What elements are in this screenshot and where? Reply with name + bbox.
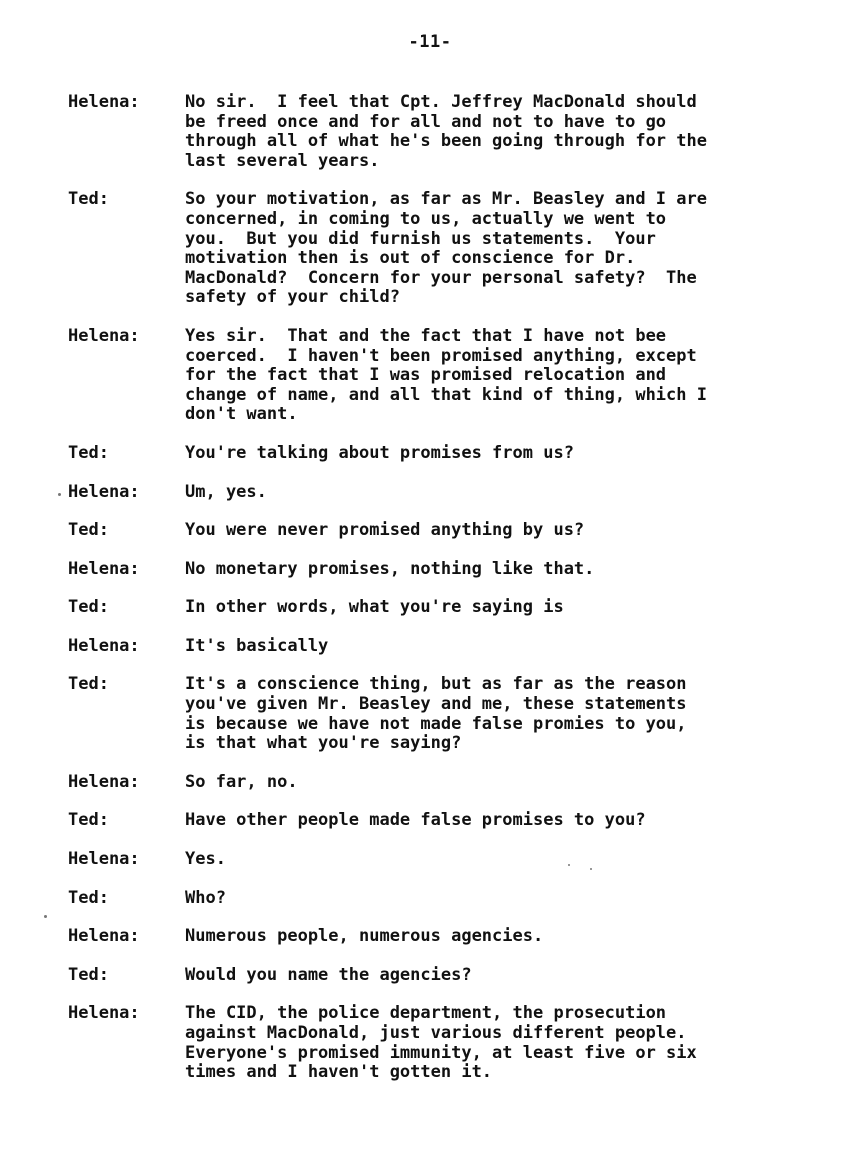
speech-text: It's basically: [185, 635, 329, 656]
scan-speck: [58, 493, 61, 496]
speaker-label: Helena:: [68, 325, 140, 346]
speaker-label: Helena:: [68, 849, 140, 870]
speech-text: No sir. I feel that Cpt. Jeffrey MacDonald should be freed once and for all and not to have to go through all of what he's been going through for the last several years.: [185, 92, 707, 171]
speaker-label: Helena:: [68, 926, 140, 947]
speaker-label: Ted:: [68, 597, 109, 618]
speech-text: The CID, the police department, the prosecution against MacDonald, just various different people. Everyone's promised immunity, at least five or six times and I haven't gotten it.: [185, 1003, 697, 1083]
transcript-entry: [68, 93, 798, 171]
speaker-label: Ted:: [68, 674, 109, 695]
speech-text: You're talking about promises from us?: [185, 442, 574, 463]
speech-text: You were never promised anything by us?: [185, 520, 585, 541]
speaker-label: Ted:: [68, 810, 109, 831]
transcript-entry: [68, 675, 798, 753]
speaker-label: Helena:: [68, 1003, 140, 1024]
transcript-entry: [68, 598, 798, 618]
transcript: [68, 93, 798, 1102]
transcript-entry: [68, 444, 798, 464]
transcript-entry: [68, 850, 798, 870]
transcript-entry: [68, 1004, 798, 1082]
transcript-entry: [68, 560, 798, 580]
speaker-label: Helena:: [68, 92, 140, 112]
speech-text: Would you name the agencies?: [185, 964, 472, 985]
transcript-entry: [68, 190, 798, 308]
transcript-entry: [68, 773, 798, 793]
speech-text: Um, yes.: [185, 481, 267, 502]
speaker-label: Helena:: [68, 771, 140, 792]
speaker-label: Ted:: [68, 520, 109, 541]
speech-text: Who?: [185, 887, 226, 908]
speaker-label: Ted:: [68, 887, 109, 908]
speech-text: In other words, what you're saying is: [185, 597, 564, 618]
speaker-label: Ted:: [68, 442, 109, 463]
scan-speck: [590, 868, 592, 870]
speech-text: Have other people made false promises to you?: [185, 810, 646, 831]
speech-text: Yes.: [185, 849, 226, 870]
transcript-entry: [68, 889, 798, 909]
transcript-entry: [68, 927, 798, 947]
speaker-label: Ted:: [68, 964, 109, 985]
speech-text: Yes sir. That and the fact that I have not bee coerced. I haven't been promised anything, except for the fact that I was promised relocation and change of name, and all that kind of thing, which I don't want.: [185, 325, 707, 425]
speech-text: Numerous people, numerous agencies.: [185, 926, 544, 947]
speech-text: It's a conscience thing, but as far as the reason you've given Mr. Beasley and me, these statements is because we have not made false promies to you, is that what you're saying?: [185, 674, 687, 754]
transcript-entry: [68, 637, 798, 657]
scan-speck: [44, 915, 47, 918]
speaker-label: Ted:: [68, 189, 109, 210]
transcript-entry: [68, 966, 798, 986]
speech-text: So your motivation, as far as Mr. Beasley and I are concerned, in coming to us, actually we went to you. But you did furnish us statements. Your motivation then is out of conscience for Dr. MacDonald? Concern for your personal safety? The safety of your child?: [185, 189, 707, 308]
transcript-entry: [68, 521, 798, 541]
transcript-entry: [68, 327, 798, 425]
speech-text: So far, no.: [185, 771, 298, 792]
speaker-label: Helena:: [68, 558, 140, 579]
scan-speck: [568, 864, 570, 866]
page-number: -11-: [408, 32, 452, 52]
speaker-label: Helena:: [68, 635, 140, 656]
speaker-label: Helena:: [68, 481, 140, 502]
speech-text: No monetary promises, nothing like that.: [185, 558, 595, 579]
transcript-entry: [68, 483, 798, 503]
transcript-entry: [68, 811, 798, 831]
